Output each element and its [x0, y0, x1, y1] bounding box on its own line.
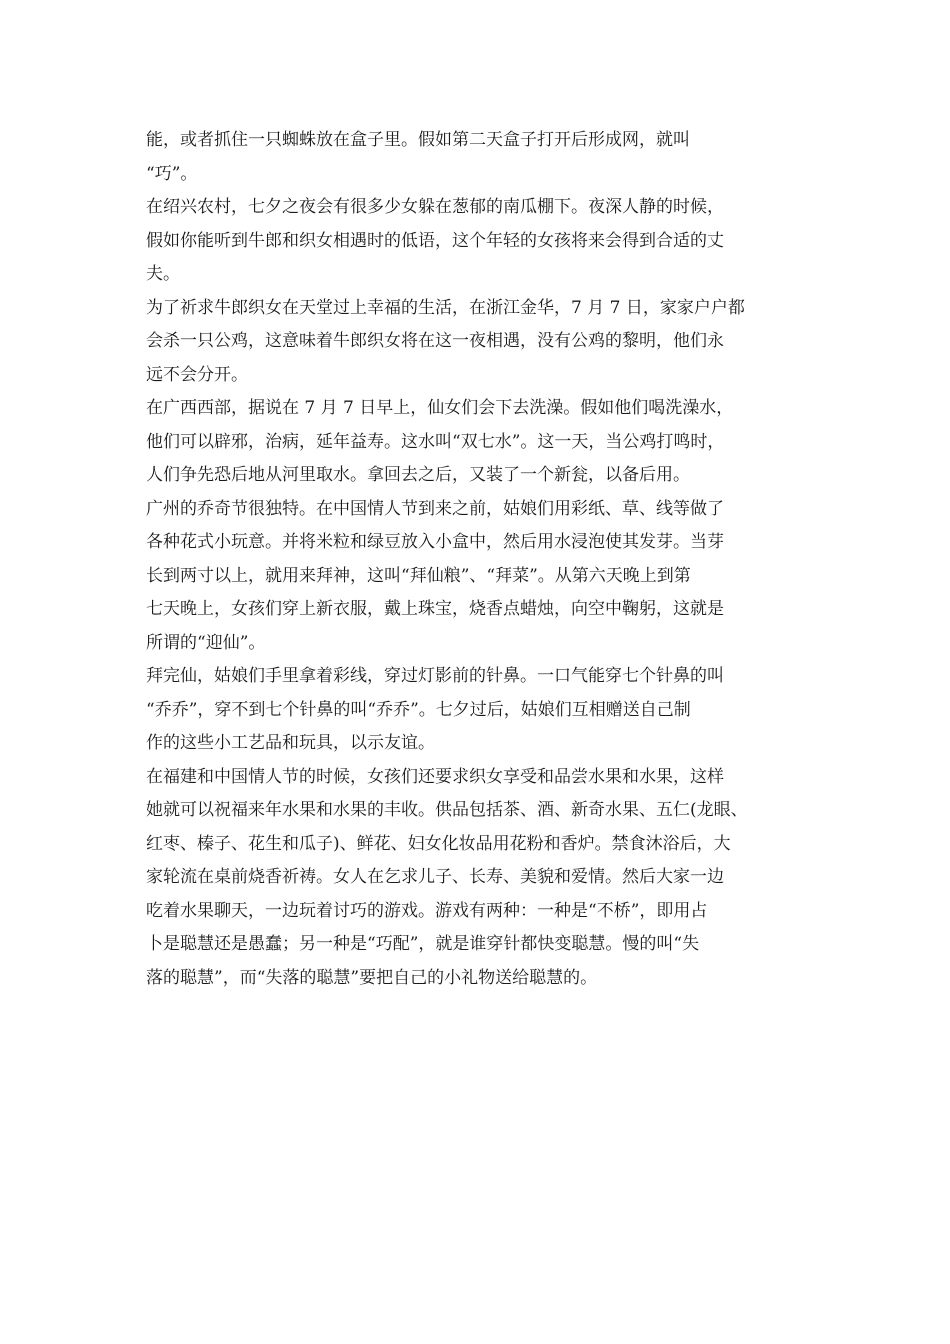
text-line: 吃着水果聊天，一边玩着讨巧的游戏。游戏有两种：一种是“不桥”，即用占	[146, 900, 708, 921]
text-line: 她就可以祝福来年水果和水果的丰收。供品包括茶、酒、新奇水果、五仁(龙眼、	[146, 800, 748, 820]
text-line: 家轮流在桌前烧香祈祷。女人在乞求儿子、长寿、美貌和爱情。然后大家一边	[146, 867, 724, 887]
text-line: 在福建和中国情人节的时候，女孩们还要求织女享受和品尝水果和水果，这样	[146, 766, 724, 787]
text-line: 在广西西部，据说在 7 月 7 日早上，仙女们会下去洗澡。假如他们喝洗澡水，	[146, 398, 734, 418]
text-line: 人们争先恐后地从河里取水。拿回去之后，又装了一个新瓮，以备后用。	[146, 465, 690, 485]
text-line: 落的聪慧”，而“失落的聪慧”要把自己的小礼物送给聪慧的。	[146, 967, 598, 988]
text-line: 七天晚上，女孩们穿上新衣服，戴上珠宝，烧香点蜡烛，向空中鞠躬，这就是	[146, 599, 724, 619]
text-line: 远不会分开。	[146, 364, 248, 385]
text-line: 他们可以辟邪，治病，延年益寿。这水叫“双七水”。这一天，当公鸡打鸣时，	[146, 431, 725, 452]
text-line: 能，或者抓住一只蜘蛛放在盒子里。假如第二天盒子打开后形成网，就叫	[146, 130, 690, 150]
text-line: 拜完仙，姑娘们手里拿着彩线，穿过灯影前的针鼻。一口气能穿七个针鼻的叫	[146, 666, 724, 686]
text-line: 卜是聪慧还是愚蠢；另一种是“巧配”，就是谁穿针都快变聪慧。慢的叫“失	[146, 934, 700, 954]
text-line: 假如你能听到牛郎和织女相遇时的低语，这个年轻的女孩将来会得到合适的丈	[146, 230, 724, 251]
text-line: 为了祈求牛郎织女在天堂过上幸福的生活，在浙江金华，7 月 7 日，家家户户都	[146, 297, 745, 318]
text-line: 夫。	[146, 264, 180, 284]
text-line: “巧”。	[146, 163, 198, 184]
document-body	[146, 124, 826, 995]
text-line: 在绍兴农村，七夕之夜会有很多少女躲在葱郁的南瓜棚下。夜深人静的时候，	[146, 197, 724, 217]
text-line: 各种花式小玩意。并将米粒和绿豆放入小盒中，然后用水浸泡使其发芽。当芽	[146, 532, 724, 552]
text-line: 广州的乔奇节很独特。在中国情人节到来之前，姑娘们用彩纸、草、线等做了	[146, 498, 724, 519]
text-line: 所谓的“迎仙”。	[146, 632, 266, 653]
text-line: 作的这些小工艺品和玩具，以示友谊。	[146, 733, 435, 753]
text-line: “乔乔”，穿不到七个针鼻的叫“乔乔”。七夕过后，姑娘们互相赠送自己制	[146, 699, 691, 720]
text-line: 会杀一只公鸡，这意味着牛郎织女将在这一夜相遇，没有公鸡的黎明，他们永	[146, 331, 724, 351]
text-line: 红枣、榛子、花生和瓜子)、鲜花、妇女化妆品用花粉和香炉。禁食沐浴后，大	[146, 833, 731, 854]
text-line: 长到两寸以上，就用来拜神，这叫“拜仙粮”、“拜菜”。从第六天晚上到第	[146, 565, 691, 586]
